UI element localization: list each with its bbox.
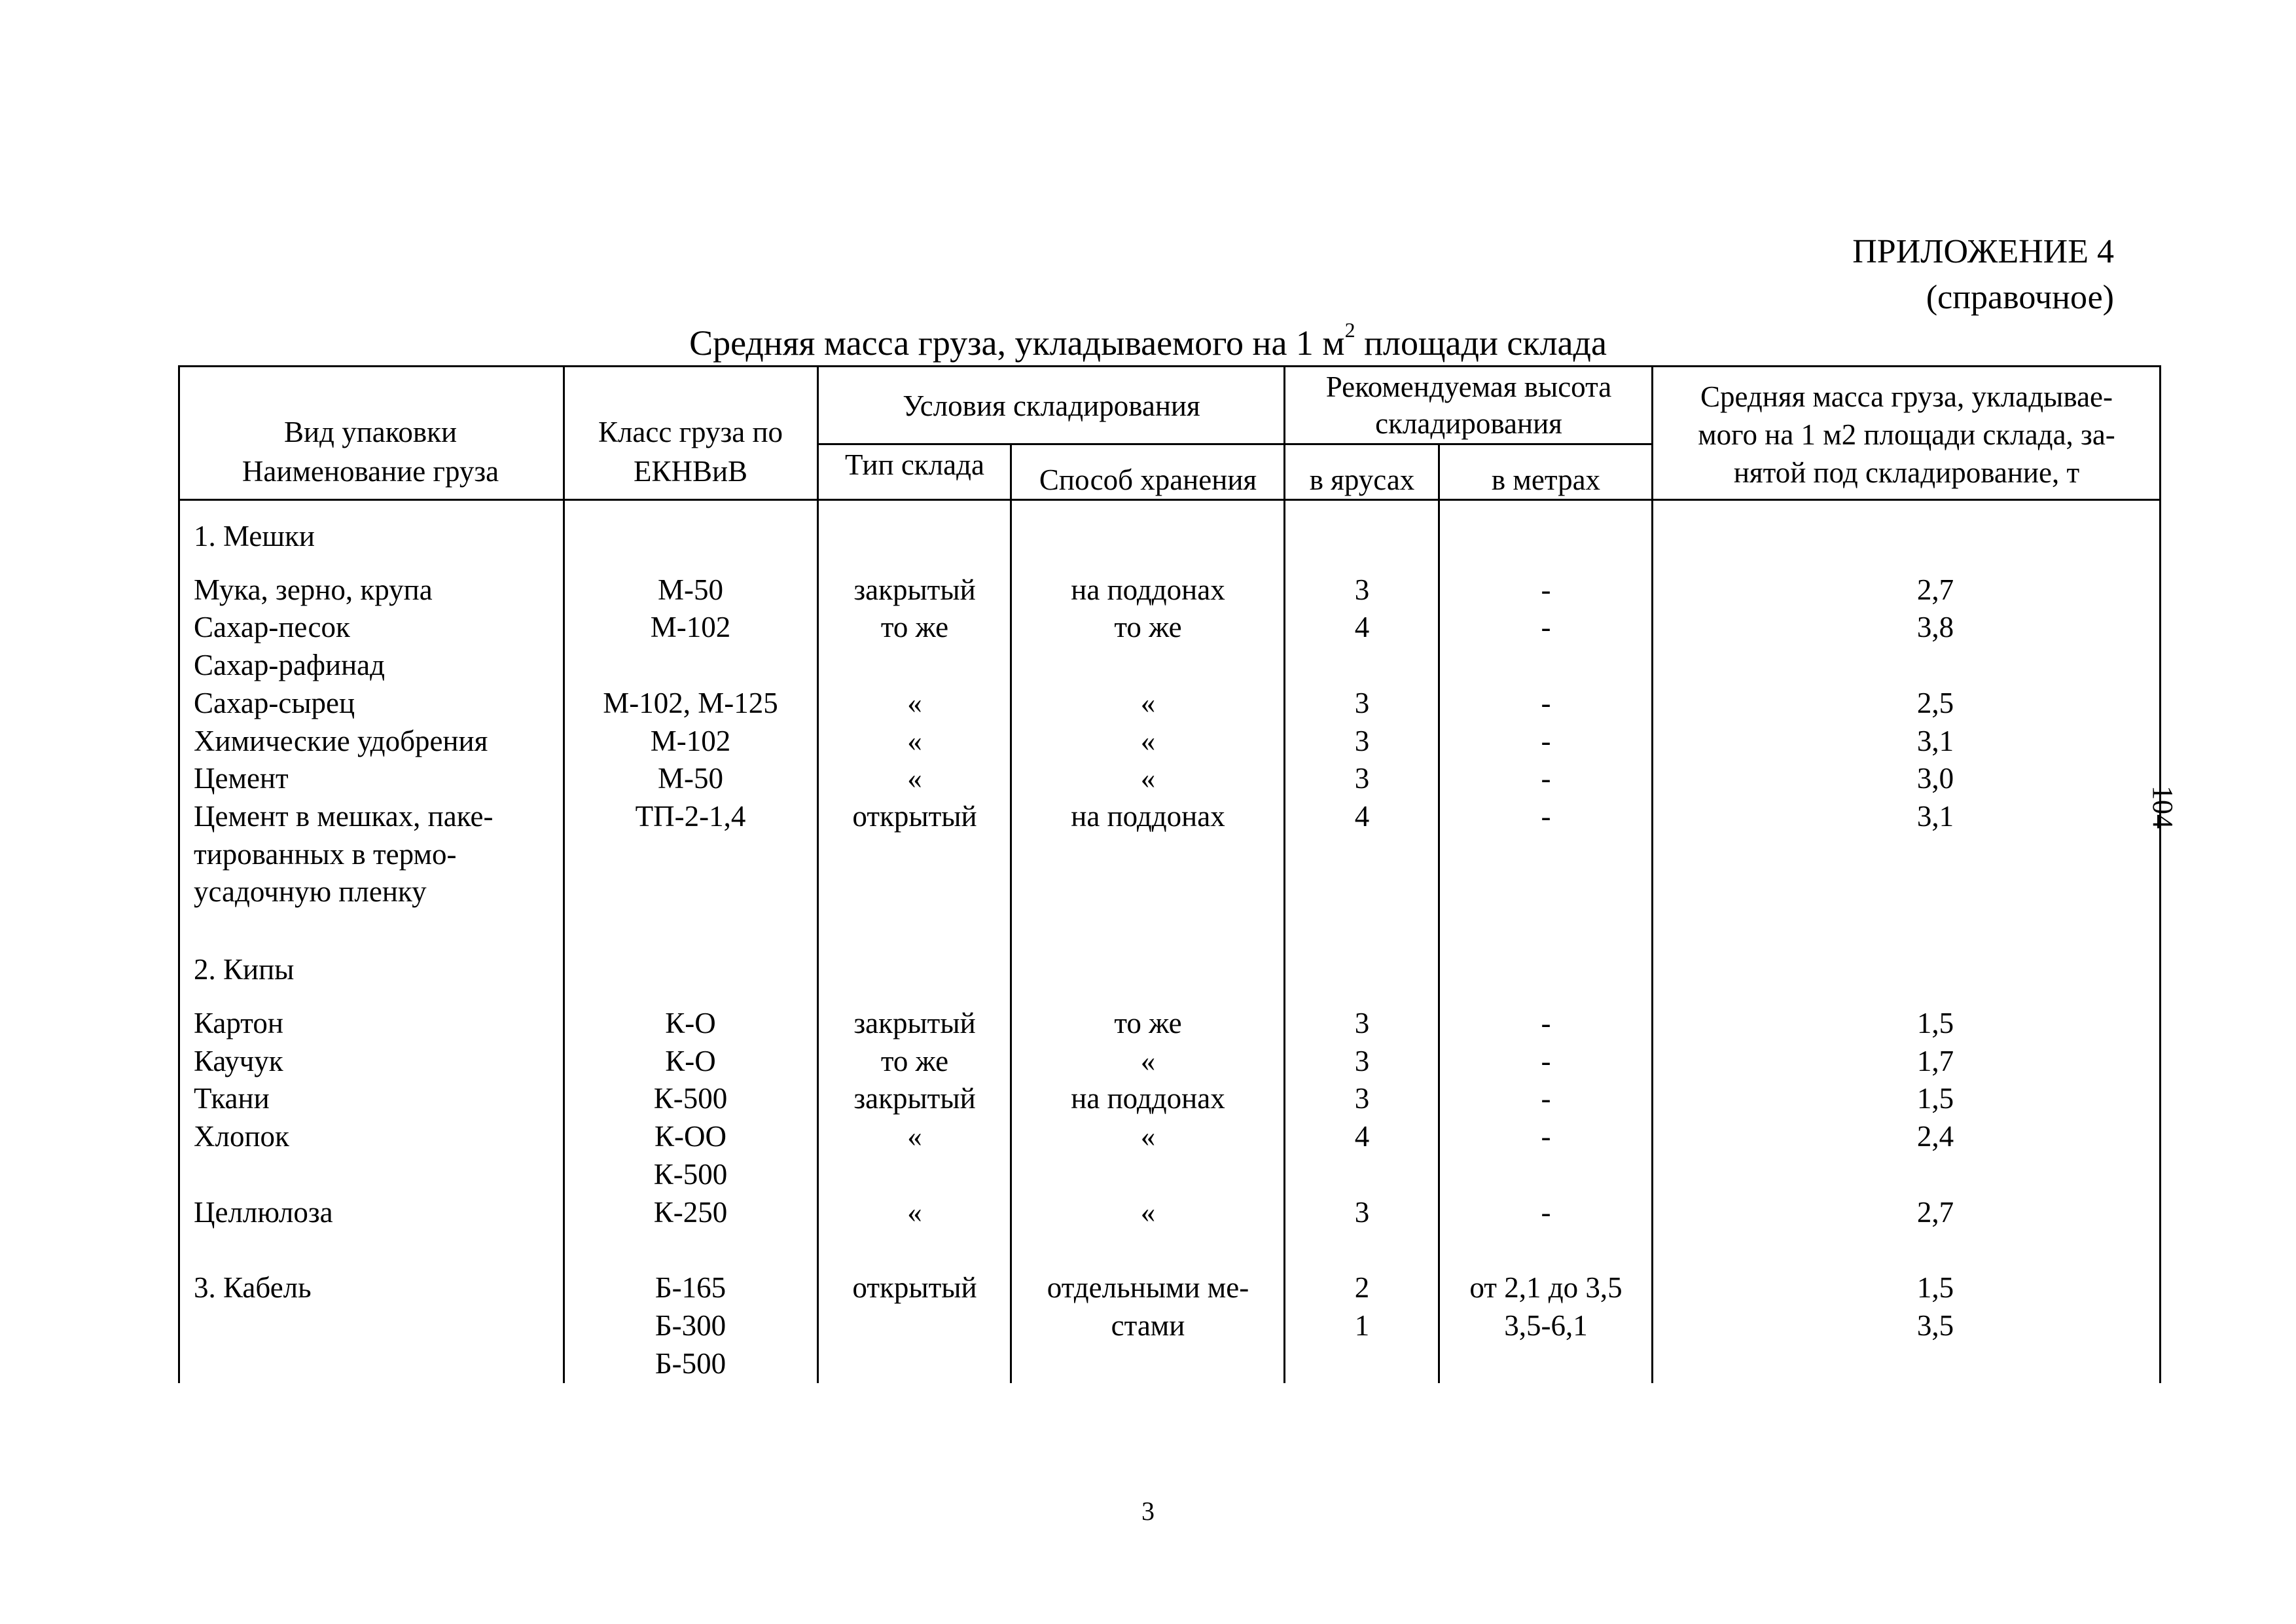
cell-tiers: 3 bbox=[1354, 762, 1370, 795]
table-row bbox=[0, 873, 2296, 911]
cell-type: то же bbox=[880, 1045, 949, 1077]
cell-method: то же bbox=[1114, 611, 1182, 643]
cell-method: на поддонах bbox=[1071, 573, 1225, 606]
cell-class: М-102, М-125 bbox=[603, 687, 778, 719]
cell-type: « bbox=[907, 762, 922, 795]
cell-name: Сахар-сырец bbox=[194, 687, 355, 719]
table-row bbox=[0, 1269, 2296, 1307]
cell-tiers: 4 bbox=[1354, 1120, 1370, 1153]
header-in-meters: в метрах bbox=[1491, 463, 1601, 496]
header-recommended-height-line1: Рекомендуемая высота bbox=[1325, 370, 1612, 403]
table-row bbox=[0, 608, 2296, 646]
page-number: 3 bbox=[1141, 1496, 1155, 1526]
cell-mass: 1,5 bbox=[1916, 1271, 1954, 1304]
cell-name: Каучук bbox=[194, 1045, 283, 1077]
cell-mass: 2,7 bbox=[1916, 573, 1954, 606]
header-storage-conditions: Условия складирования bbox=[903, 389, 1200, 422]
table-row bbox=[0, 684, 2296, 722]
cell-meters: от 2,1 до 3,5 bbox=[1469, 1271, 1623, 1304]
cell-meters: - bbox=[1541, 1007, 1551, 1039]
cell-type: закрытый bbox=[853, 1007, 976, 1039]
cell-method: стами bbox=[1111, 1309, 1185, 1342]
cell-method: на поддонах bbox=[1071, 800, 1225, 833]
header-cargo-class-line2: ЕКНВиВ bbox=[633, 455, 748, 488]
cell-name: усадочную пленку bbox=[194, 875, 427, 908]
cell-method: то же bbox=[1114, 1007, 1182, 1039]
table-row bbox=[0, 1079, 2296, 1117]
header-cargo-class-line1: Класс груза по bbox=[598, 416, 783, 448]
cell-class: М-102 bbox=[650, 611, 731, 643]
cell-name: 2. Кипы bbox=[194, 953, 295, 986]
header-avg-mass-line1: Средняя масса груза, укладывае- bbox=[1700, 380, 2113, 413]
cell-type: закрытый bbox=[853, 1082, 976, 1115]
cell-class: К-500 bbox=[653, 1158, 728, 1191]
cell-name: тированных в термо- bbox=[194, 838, 457, 871]
cell-name: Мука, зерно, крупа bbox=[194, 573, 433, 606]
table-row bbox=[0, 571, 2296, 609]
cell-meters: - bbox=[1541, 725, 1551, 757]
cell-tiers: 2 bbox=[1354, 1271, 1370, 1304]
cell-mass: 3,1 bbox=[1916, 725, 1954, 757]
cell-name: Хлопок bbox=[194, 1120, 289, 1153]
cell-method: « bbox=[1140, 1045, 1156, 1077]
cell-meters: - bbox=[1541, 1196, 1551, 1229]
cell-method: « bbox=[1140, 1120, 1156, 1153]
cell-tiers: 3 bbox=[1354, 687, 1370, 719]
table-row bbox=[0, 1155, 2296, 1193]
cell-meters: - bbox=[1541, 1082, 1551, 1115]
appendix-note: (справочное) bbox=[1926, 279, 2114, 316]
cell-tiers: 3 bbox=[1354, 1196, 1370, 1229]
cell-meters: - bbox=[1541, 611, 1551, 643]
cell-method: отдельными ме- bbox=[1047, 1271, 1249, 1304]
cell-mass: 3,5 bbox=[1916, 1309, 1954, 1342]
cell-method: « bbox=[1140, 762, 1156, 795]
cell-type: « bbox=[907, 1196, 922, 1229]
header-cargo-class bbox=[563, 412, 818, 491]
cell-tiers: 3 bbox=[1354, 573, 1370, 606]
table-row bbox=[0, 759, 2296, 797]
cell-tiers: 4 bbox=[1354, 611, 1370, 643]
header-storage-method: Способ хранения bbox=[1039, 463, 1257, 496]
cell-class: Б-165 bbox=[655, 1271, 726, 1304]
cell-mass: 2,7 bbox=[1916, 1196, 1954, 1229]
cell-meters: - bbox=[1541, 573, 1551, 606]
table-top-border bbox=[178, 365, 2161, 367]
cell-type: то же bbox=[880, 611, 949, 643]
cell-tiers: 3 bbox=[1354, 1007, 1370, 1039]
cell-meters: - bbox=[1541, 687, 1551, 719]
cell-class: М-50 bbox=[658, 573, 723, 606]
table-row bbox=[0, 517, 2296, 555]
header-recommended-height-line2: складирования bbox=[1375, 407, 1562, 440]
cell-class: Б-500 bbox=[655, 1347, 726, 1380]
table-row bbox=[0, 797, 2296, 835]
side-page-number: 104 bbox=[2147, 785, 2179, 829]
cell-type: « bbox=[907, 1120, 922, 1153]
cell-class: М-50 bbox=[658, 762, 723, 795]
cell-name: Сахар-рафинад bbox=[194, 649, 386, 681]
table-row bbox=[0, 950, 2296, 988]
cell-tiers: 4 bbox=[1354, 800, 1370, 833]
table-row bbox=[0, 1117, 2296, 1155]
title-superscript: 2 bbox=[1344, 318, 1355, 342]
table-row bbox=[0, 1042, 2296, 1080]
cell-name: Цемент bbox=[194, 762, 289, 795]
cell-name: Картон bbox=[194, 1007, 283, 1039]
table-row bbox=[0, 835, 2296, 873]
cell-type: « bbox=[907, 687, 922, 719]
cell-tiers: 1 bbox=[1354, 1309, 1370, 1342]
cell-class: К-250 bbox=[653, 1196, 728, 1229]
header-in-tiers: в ярусах bbox=[1309, 463, 1415, 496]
header-avg-mass bbox=[1653, 378, 2161, 492]
cell-name: Целлюлоза bbox=[194, 1196, 333, 1229]
cell-meters: - bbox=[1541, 800, 1551, 833]
cell-meters: - bbox=[1541, 1045, 1551, 1077]
table-row bbox=[0, 1193, 2296, 1231]
cell-mass: 3,1 bbox=[1916, 800, 1954, 833]
cell-class: К-500 bbox=[653, 1082, 728, 1115]
header-avg-mass-line3: нятой под складирование, т bbox=[1733, 456, 2080, 489]
cell-method: « bbox=[1140, 725, 1156, 757]
header-packaging-line1: Вид упаковки bbox=[283, 416, 457, 448]
cell-mass: 3,0 bbox=[1916, 762, 1954, 795]
cell-mass: 2,4 bbox=[1916, 1120, 1954, 1153]
table-row bbox=[0, 1307, 2296, 1344]
cell-mass: 2,5 bbox=[1916, 687, 1954, 719]
header-recommended-height bbox=[1285, 369, 1653, 442]
cell-name: Ткани bbox=[194, 1082, 270, 1115]
table-row bbox=[0, 646, 2296, 684]
cell-name: 3. Кабель bbox=[194, 1271, 312, 1304]
cell-name: Цемент в мешках, паке- bbox=[194, 800, 493, 833]
cell-type: открытый bbox=[852, 1271, 977, 1304]
header-packaging-line2: Наименование груза bbox=[242, 455, 499, 488]
header-avg-mass-line2: мого на 1 м2 площади склада, за- bbox=[1698, 418, 2115, 451]
title-text: Средняя масса груза, укладываемого на 1 м bbox=[689, 323, 1345, 363]
table-title bbox=[0, 318, 2296, 363]
cell-meters: - bbox=[1541, 762, 1551, 795]
title-suffix: площади склада bbox=[1355, 323, 1607, 363]
cell-mass: 1,5 bbox=[1916, 1007, 1954, 1039]
cell-name: Химические удобрения bbox=[194, 725, 488, 757]
cell-method: на поддонах bbox=[1071, 1082, 1225, 1115]
cell-type: « bbox=[907, 725, 922, 757]
table-row bbox=[0, 722, 2296, 760]
cell-tiers: 3 bbox=[1354, 1045, 1370, 1077]
appendix-header bbox=[1852, 229, 2114, 321]
cell-mass: 1,7 bbox=[1916, 1045, 1954, 1077]
cell-meters: - bbox=[1541, 1120, 1551, 1153]
cell-method: « bbox=[1140, 687, 1156, 719]
cell-class: К-О bbox=[665, 1045, 716, 1077]
cell-class: К-О bbox=[665, 1007, 716, 1039]
header-packaging bbox=[178, 412, 563, 491]
header-warehouse-type: Тип склада bbox=[845, 448, 984, 481]
cell-name: Сахар-песок bbox=[194, 611, 350, 643]
cell-class: К-ОО bbox=[655, 1120, 726, 1153]
cell-mass: 1,5 bbox=[1916, 1082, 1954, 1115]
table-row bbox=[0, 1344, 2296, 1382]
cell-meters: 3,5-6,1 bbox=[1504, 1309, 1588, 1342]
table-row bbox=[0, 1004, 2296, 1042]
cell-tiers: 3 bbox=[1354, 1082, 1370, 1115]
cell-class: М-102 bbox=[650, 725, 731, 757]
cell-tiers: 3 bbox=[1354, 725, 1370, 757]
cell-type: открытый bbox=[852, 800, 977, 833]
cell-name: 1. Мешки bbox=[194, 520, 315, 552]
cell-class: Б-300 bbox=[655, 1309, 726, 1342]
appendix-label: ПРИЛОЖЕНИЕ 4 bbox=[1852, 233, 2114, 270]
cell-method: « bbox=[1140, 1196, 1156, 1229]
cell-type: закрытый bbox=[853, 573, 976, 606]
cell-class: ТП-2-1,4 bbox=[635, 800, 746, 833]
cell-mass: 3,8 bbox=[1916, 611, 1954, 643]
